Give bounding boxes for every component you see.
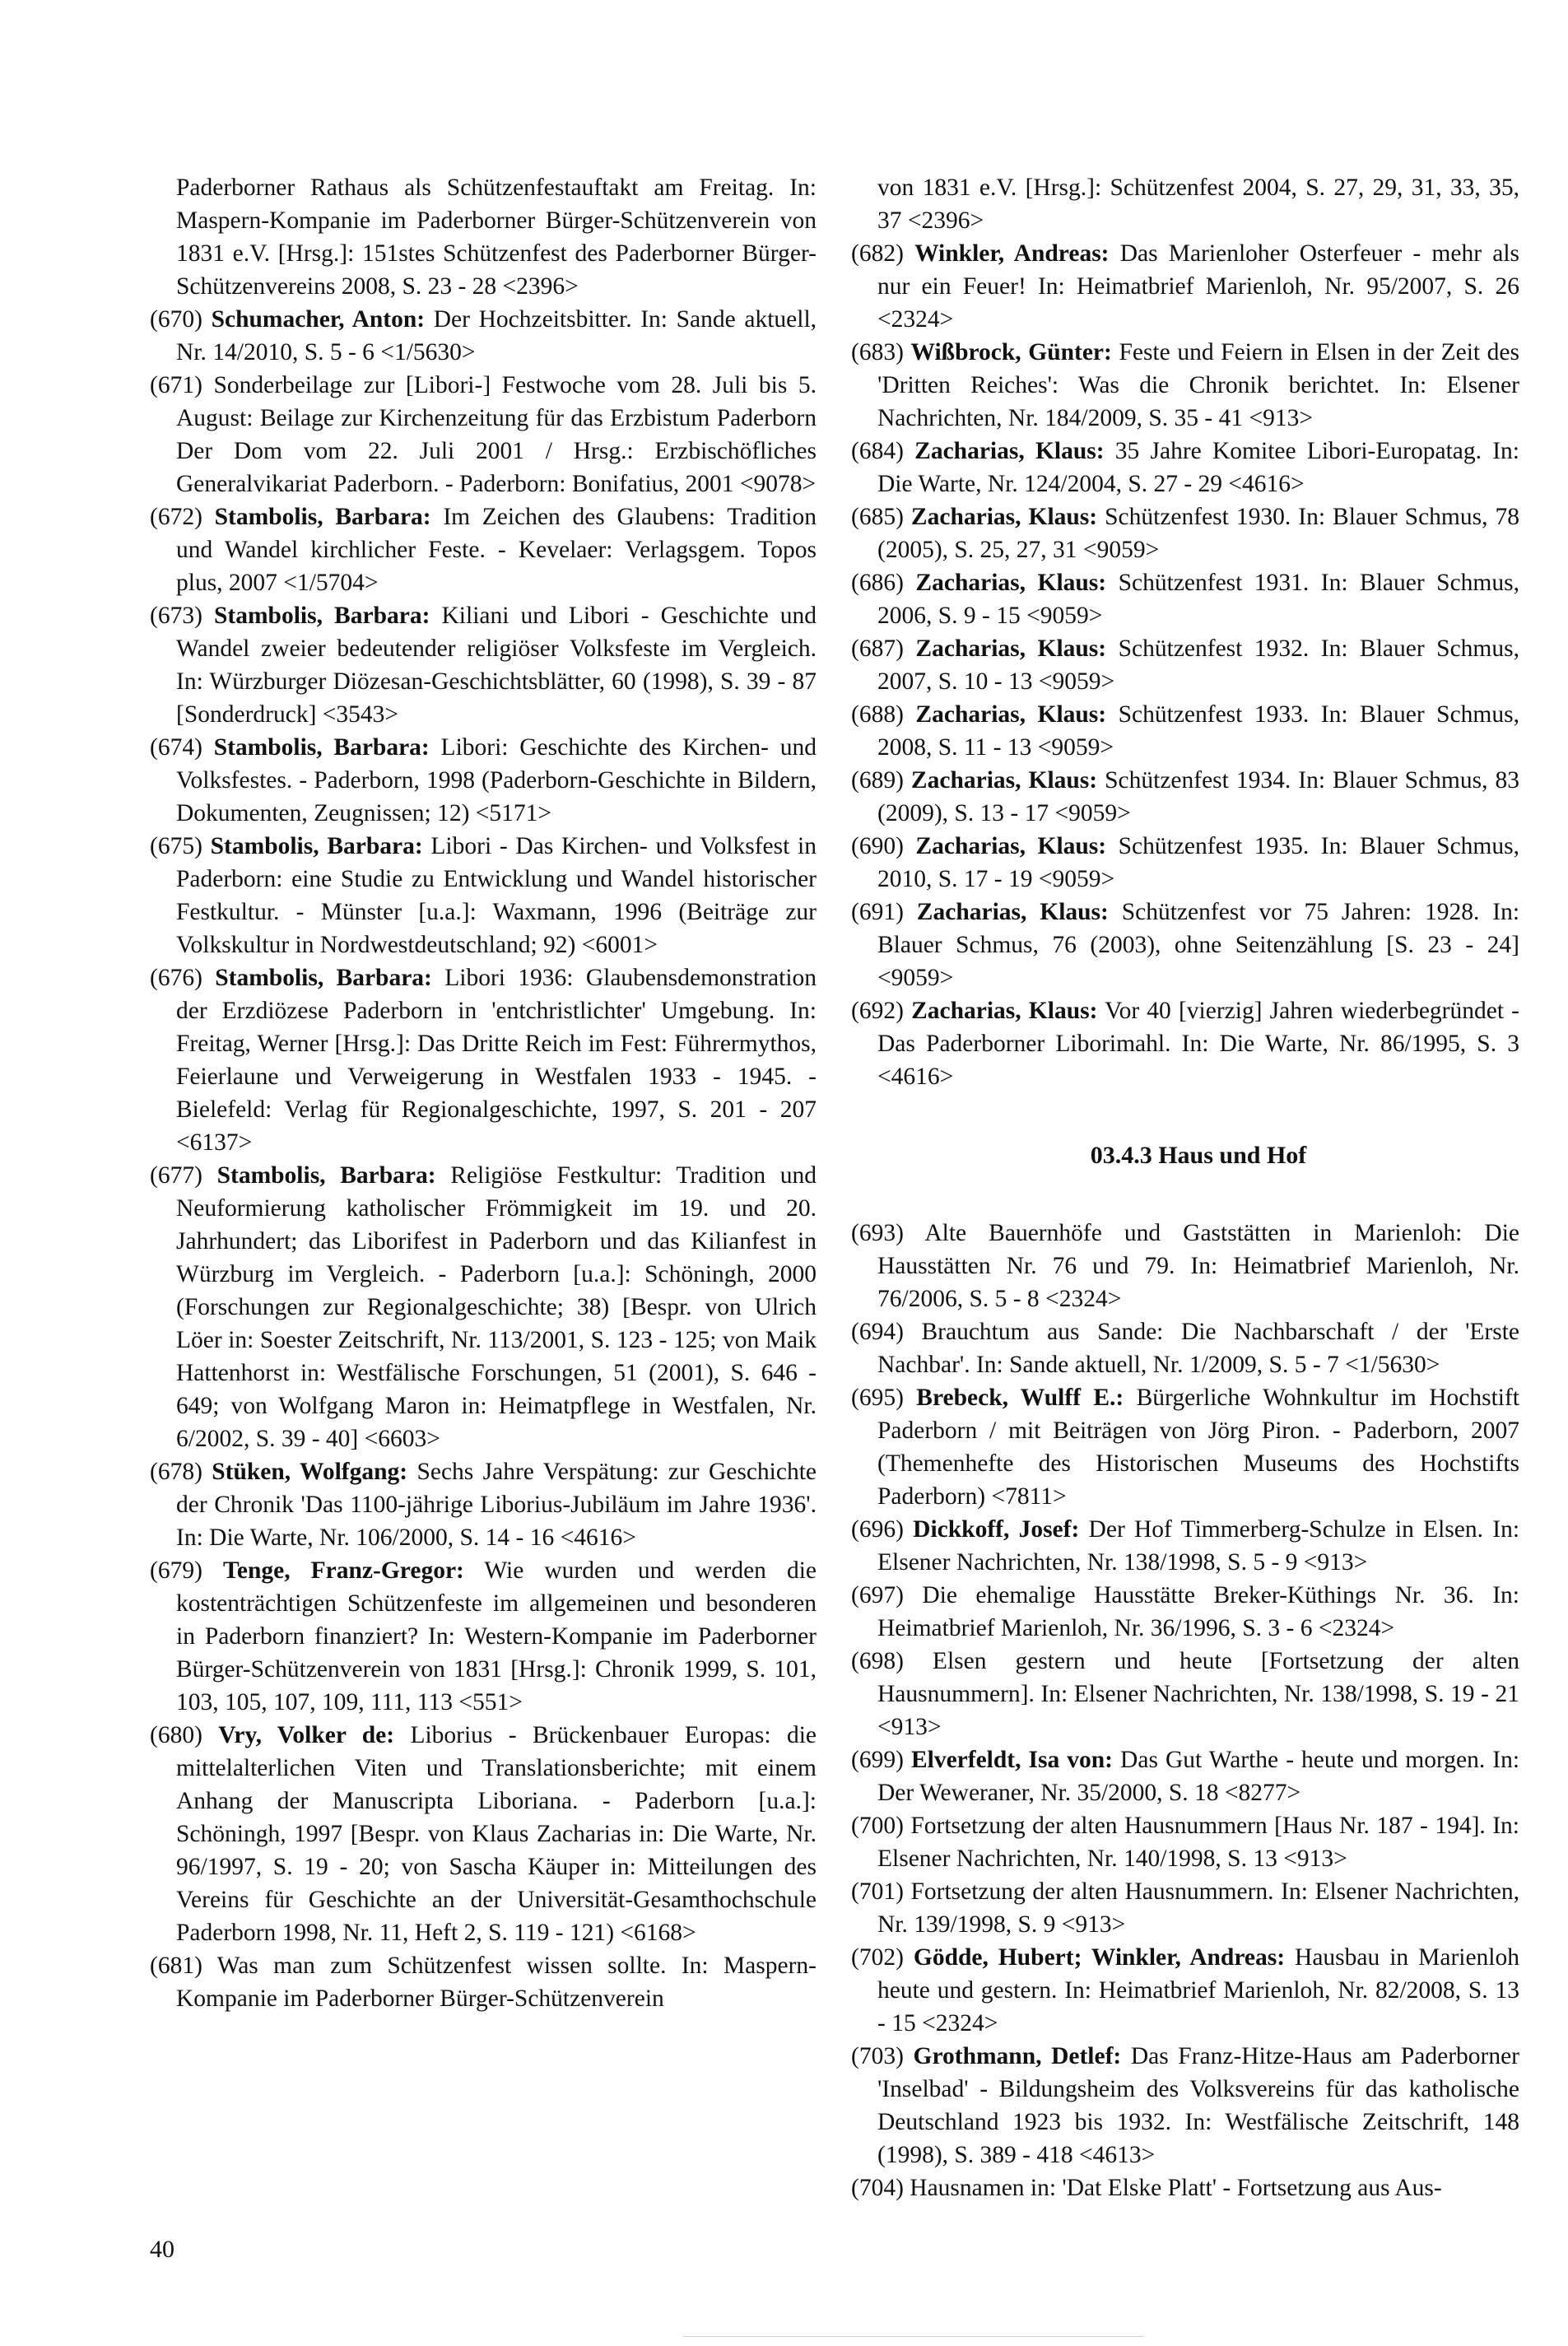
entry-author: Elverfeldt, Isa von: xyxy=(910,1747,1113,1773)
bibliography-entry xyxy=(851,830,1519,896)
entry-number: (672) xyxy=(150,504,202,530)
entry-number: (700) xyxy=(851,1813,904,1839)
entry-text: Wie wurden und werden die kostenträchtigen Schützenfeste im allgemeinen und besonderen in Paderborn finanziert? In: Western-Kompanie im Paderborner Bürger-Schützenverein von 1831 [Hrsg.]: Chronik 1999, S. 101, 103, 105, 107, 109, 111, 113 <551> xyxy=(176,1557,817,1715)
entry-number: (682) xyxy=(851,240,904,267)
bibliography-entry xyxy=(150,303,817,369)
bibliography-entry xyxy=(851,698,1519,764)
bibliography-entry xyxy=(851,336,1519,435)
bibliography-entry xyxy=(150,1159,817,1455)
entry-text: Schützenfest 1931. In: Blauer Schmus, 2006, S. 9 - 15 <9059> xyxy=(877,570,1519,629)
entry-author: Wißbrock, Günter: xyxy=(910,339,1112,365)
entry-author: Zacharias, Klaus: xyxy=(910,767,1098,794)
entry-number: (670) xyxy=(150,306,202,333)
entry-number: (673) xyxy=(150,603,202,629)
entry-author: Zacharias, Klaus: xyxy=(910,504,1098,530)
entry-text: Fortsetzung der alten Hausnummern. In: Elsener Nachrichten, Nr. 139/1998, S. 9 <913> xyxy=(877,1878,1520,1938)
bibliography-entry xyxy=(851,1875,1519,1941)
entry-number: (699) xyxy=(851,1747,904,1773)
left-column xyxy=(150,171,817,2015)
bibliography-list-haus-und-hof xyxy=(851,1217,1519,2204)
scan-edge-line xyxy=(683,2336,1144,2337)
entry-number: (689) xyxy=(851,767,904,794)
bibliography-list-left xyxy=(150,303,817,2015)
bibliography-entry xyxy=(851,1645,1519,1743)
entry-author: Zacharias, Klaus: xyxy=(915,833,1107,859)
bibliography-entry xyxy=(851,1381,1519,1513)
entry-author: Vry, Volker de: xyxy=(218,1722,395,1748)
continued-entry-text: Paderborner Rathaus als Schützenfestauftakt am Freitag. In: Maspern-Kompanie im Paderborner Bürger-Schützenverein von 1831 e.V. [Hrsg.]: 151stes Schützenfest des Paderborner Bürger-Schützenvereins 2008, S. 23 - 28 <2396> xyxy=(176,175,817,300)
entry-text: Was man zum Schützenfest wissen sollte. In: Maspern-Kompanie im Paderborner Bürger-Schützenverein xyxy=(176,1953,817,2012)
entry-text: Schützenfest 1932. In: Blauer Schmus, 2007, S. 10 - 13 <9059> xyxy=(877,635,1519,695)
entry-number: (680) xyxy=(150,1722,202,1748)
right-column xyxy=(851,171,1519,2204)
entry-author: Zacharias, Klaus: xyxy=(915,701,1107,728)
entry-author: Brebeck, Wulff E.: xyxy=(916,1385,1124,1411)
entry-author: Stambolis, Barbara: xyxy=(210,833,423,859)
entry-text: Schützenfest 1935. In: Blauer Schmus, 2010, S. 17 - 19 <9059> xyxy=(877,833,1519,892)
entry-number: (693) xyxy=(851,1220,904,1246)
entry-number: (674) xyxy=(150,734,202,761)
entry-text: Der Hof Timmerberg-Schulze in Elsen. In: Elsener Nachrichten, Nr. 138/1998, S. 5 - 9 <913> xyxy=(877,1516,1520,1576)
entry-number: (676) xyxy=(150,965,202,991)
bibliography-entry xyxy=(851,2040,1519,2171)
entry-text: Das Marienloher Osterfeuer - mehr als nur ein Feuer! In: Heimatbrief Marienloh, Nr. 95/2007, S. 26 <2324> xyxy=(877,240,1519,333)
entry-text: Schützenfest 1934. In: Blauer Schmus, 83 (2009), S. 13 - 17 <9059> xyxy=(877,767,1519,826)
entry-author: Zacharias, Klaus: xyxy=(915,635,1107,662)
entry-author: Stambolis, Barbara: xyxy=(215,965,432,991)
entry-number: (695) xyxy=(851,1385,904,1411)
entry-text: Feste und Feiern in Elsen in der Zeit des 'Dritten Reiches': Was die Chronik berichtet. In: Elsener Nachrichten, Nr. 184/2009, S. 35 - 41 <913> xyxy=(877,339,1520,431)
bibliography-entry xyxy=(150,369,817,500)
bibliography-entry xyxy=(851,1809,1519,1875)
entry-text: Liborius - Brückenbauer Europas: die mittelalterlichen Viten und Translationsberichte; mit einem Anhang der Manuscripta Liboriana. - Paderborn [u.a.]: Schöningh, 1997 [Bespr. von Klaus Zacharias in: Die Warte, Nr. 96/1997, S. 19 - 20; von Sascha Käuper in: Mitteilungen des Vereins für Geschichte an der Universität-Gesamthochschule Paderborn 1998, Nr. 11, Heft 2, S. 119 - 121) <6168> xyxy=(176,1722,817,1946)
bibliography-entry xyxy=(851,1513,1519,1579)
entry-number: (687) xyxy=(851,635,904,662)
entry-text: Elsen gestern und heute [Fortsetzung der alten Hausnummern]. In: Elsener Nachrichten, Nr. 138/1998, S. 19 - 21 <913> xyxy=(877,1648,1519,1740)
entry-number: (677) xyxy=(150,1162,202,1189)
entry-text: Libori 1936: Glaubensdemonstration der Erzdiözese Paderborn in 'entchristlichter' Umgebung. In: Freitag, Werner [Hrsg.]: Das Dritte Reich im Fest: Führermythos, Feierlaune und Verweigerung in Westfalen 1933 - 1945. - Bielefeld: Verlag für Regionalgeschichte, 1997, S. 201 - 207 <6137> xyxy=(176,965,817,1156)
bibliography-entry xyxy=(150,1719,817,1949)
entry-number: (691) xyxy=(851,899,904,925)
entry-number: (681) xyxy=(150,1953,202,1979)
page-number: 40 xyxy=(150,2236,174,2263)
entry-number: (688) xyxy=(851,701,904,728)
bibliography-entry xyxy=(150,1949,817,2015)
entry-text: Libori: Geschichte des Kirchen- und Volksfestes. - Paderborn, 1998 (Paderborn-Geschichte in Bildern, Dokumenten, Zeugnissen; 12) <5171> xyxy=(176,734,817,826)
bibliography-entry xyxy=(851,1217,1519,1315)
entry-text: Hausnamen in: 'Dat Elske Platt' - Fortsetzung aus Aus- xyxy=(910,2175,1442,2201)
bibliography-entry xyxy=(851,1743,1519,1809)
entry-text: Das Gut Warthe - heute und morgen. In: Der Weweraner, Nr. 35/2000, S. 18 <8277> xyxy=(877,1747,1520,1806)
bibliography-entry xyxy=(851,435,1519,500)
entry-text: 35 Jahre Komitee Libori-Europatag. In: Die Warte, Nr. 124/2004, S. 27 - 29 <4616> xyxy=(877,438,1519,497)
entry-author: Zacharias, Klaus: xyxy=(915,570,1107,596)
entry-number: (696) xyxy=(851,1516,904,1543)
entry-text: Vor 40 [vierzig] Jahren wiederbegründet - Das Paderborner Liborimahl. In: Die Warte, Nr. 86/1995, S. 3 <4616> xyxy=(877,998,1520,1090)
entry-author: Winkler, Andreas: xyxy=(914,240,1110,267)
entry-number: (703) xyxy=(851,2043,904,2069)
bibliography-entry xyxy=(851,237,1519,336)
bibliography-entry xyxy=(851,1315,1519,1381)
entry-text: Schützenfest 1930. In: Blauer Schmus, 78 (2005), S. 25, 27, 31 <9059> xyxy=(877,504,1519,563)
entry-text: Das Franz-Hitze-Haus am Paderborner 'Inselbad' - Bildungsheim des Volksvereins für das katholische Deutschland 1923 bis 1932. In: Westfälische Zeitschrift, 148 (1998), S. 389 - 418 <4613> xyxy=(877,2043,1520,2168)
entry-text: Libori - Das Kirchen- und Volksfest in Paderborn: eine Studie zu Entwicklung und Wandel historischer Festkultur. - Münster [u.a.]: Waxmann, 1996 (Beiträge zur Volkskultur in Nordwestdeutschland; 92) <6001> xyxy=(176,833,817,958)
entry-author: Zacharias, Klaus: xyxy=(914,438,1105,464)
entry-text: Im Zeichen des Glaubens: Tradition und Wandel kirchlicher Feste. - Kevelaer: Verlagsgem. Topos plus, 2007 <1/5704> xyxy=(176,504,817,596)
entry-number: (701) xyxy=(851,1878,904,1905)
bibliography-entry xyxy=(851,1941,1519,2040)
bibliography-entry xyxy=(150,1455,817,1554)
entry-text: Der Hochzeitsbitter. In: Sande aktuell, Nr. 14/2010, S. 5 - 6 <1/5630> xyxy=(176,306,817,365)
entry-text: Sechs Jahre Verspätung: zur Geschichte der Chronik 'Das 1100-jährige Liborius-Jubiläum im Jahre 1936'. In: Die Warte, Nr. 106/2000, S. 14 - 16 <4616> xyxy=(176,1459,817,1551)
bibliography-entry xyxy=(851,2171,1519,2204)
entry-text: Schützenfest 1933. In: Blauer Schmus, 2008, S. 11 - 13 <9059> xyxy=(877,701,1519,761)
bibliography-entry xyxy=(150,961,817,1159)
entry-author: Gödde, Hubert; Winkler, Andreas: xyxy=(913,1944,1286,1971)
entry-text: Sonderbeilage zur [Libori-] Festwoche vom 28. Juli bis 5. August: Beilage zur Kirchenzeitung für das Erzbistum Paderborn Der Dom vom 22. Juli 2001 / Hrsg.: Erzbischöfliches Generalvikariat Paderborn. - Paderborn: Bonifatius, 2001 <9078> xyxy=(176,372,817,497)
entry-author: Stambolis, Barbara: xyxy=(214,603,430,629)
entry-author: Stambolis, Barbara: xyxy=(214,504,431,530)
entry-number: (684) xyxy=(851,438,904,464)
entry-author: Tenge, Franz-Gregor: xyxy=(222,1557,464,1584)
bibliography-entry xyxy=(851,896,1519,994)
entry-text: Schützenfest vor 75 Jahren: 1928. In: Blauer Schmus, 76 (2003), ohne Seitenzählung [S. 23 - 24] <9059> xyxy=(877,899,1520,991)
continued-entry-text: von 1831 e.V. [Hrsg.]: Schützenfest 2004, S. 27, 29, 31, 33, 35, 37 <2396> xyxy=(877,175,1519,234)
bibliography-entry xyxy=(851,632,1519,698)
bibliography-entry xyxy=(851,566,1519,632)
entry-text: Hausbau in Marienloh heute und gestern. In: Heimatbrief Marienloh, Nr. 82/2008, S. 13 - 15 <2324> xyxy=(877,1944,1519,2036)
entry-text: Kiliani und Libori - Geschichte und Wandel zweier bedeutender religiöser Volksfeste im Vergleich. In: Würzburger Diözesan-Geschichtsblätter, 60 (1998), S. 39 - 87 [Sonderdruck] <3543> xyxy=(176,603,817,728)
entry-author: Stüken, Wolfgang: xyxy=(212,1459,408,1485)
bibliography-entry xyxy=(851,1579,1519,1645)
entry-number: (686) xyxy=(851,570,904,596)
entry-text: Brauchtum aus Sande: Die Nachbarschaft / der 'Erste Nachbar'. In: Sande aktuell, Nr. 1/2009, S. 5 - 7 <1/5630> xyxy=(877,1319,1519,1378)
entry-number: (698) xyxy=(851,1648,904,1674)
bibliography-entry xyxy=(150,830,817,961)
entry-author: Zacharias, Klaus: xyxy=(911,998,1098,1024)
entry-author: Stambolis, Barbara: xyxy=(216,1162,436,1189)
bibliography-entry xyxy=(150,731,817,830)
entry-number: (704) xyxy=(851,2175,904,2201)
entry-text: Religiöse Festkultur: Tradition und Neuformierung katholischer Frömmigkeit im 19. und 20. Jahrhundert; das Liborifest in Paderborn und das Kilianfest in Würzburg im Vergleich. - Paderborn [u.a.]: Schöningh, 2000 (Forschungen zur Regionalgeschichte; 38) [Bespr. von Ulrich Löer in: Soester Zeitschrift, Nr. 113/2001, S. 123 - 125; von Maik Hattenhorst in: Westfälische Forschungen, 51 (2001), S. 646 - 649; von Wolfgang Maron in: Heimatpflege in Westfalen, Nr. 6/2002, S. 39 - 40] <6603> xyxy=(176,1162,817,1452)
entry-author: Schumacher, Anton: xyxy=(211,306,426,333)
bibliography-entry xyxy=(851,500,1519,566)
bibliography-list-right xyxy=(851,237,1519,1093)
entry-number: (702) xyxy=(851,1944,904,1971)
entry-text: Alte Bauernhöfe und Gaststätten in Marienloh: Die Hausstätten Nr. 76 und 79. In: Heimatbrief Marienloh, Nr. 76/2006, S. 5 - 8 <2324> xyxy=(877,1220,1520,1312)
entry-number: (690) xyxy=(851,833,904,859)
entry-number: (683) xyxy=(851,339,904,365)
entry-number: (692) xyxy=(851,998,904,1024)
entry-author: Zacharias, Klaus: xyxy=(916,899,1109,925)
entry-author: Grothmann, Detlef: xyxy=(913,2043,1122,2069)
entry-number: (697) xyxy=(851,1582,904,1608)
entry-number: (679) xyxy=(150,1557,202,1584)
section-heading: 03.4.3 Haus und Hof xyxy=(1090,1142,1307,1169)
entry-number: (678) xyxy=(150,1459,202,1485)
bibliography-entry xyxy=(851,764,1519,830)
entry-text: Die ehemalige Hausstätte Breker-Küthings Nr. 36. In: Heimatbrief Marienloh, Nr. 36/1996, S. 3 - 6 <2324> xyxy=(877,1582,1519,1641)
entry-number: (671) xyxy=(150,372,202,398)
bibliography-entry xyxy=(150,500,817,599)
entry-number: (694) xyxy=(851,1319,904,1345)
entry-text: Fortsetzung der alten Hausnummern [Haus Nr. 187 - 194]. In: Elsener Nachrichten, Nr. 140/1998, S. 13 <913> xyxy=(877,1813,1520,1872)
entry-number: (685) xyxy=(851,504,904,530)
entry-author: Stambolis, Barbara: xyxy=(213,734,430,761)
bibliography-entry xyxy=(150,1554,817,1719)
bibliography-entry xyxy=(150,599,817,731)
entry-text: Bürgerliche Wohnkultur im Hochstift Paderborn / mit Beiträgen von Jörg Piron. - Paderborn, 2007 (Themenhefte des Historischen Museums des Hochstifts Paderborn) <7811> xyxy=(877,1385,1519,1510)
bibliography-entry xyxy=(851,994,1519,1093)
entry-author: Dickkoff, Josef: xyxy=(913,1516,1080,1543)
entry-number: (675) xyxy=(150,833,202,859)
